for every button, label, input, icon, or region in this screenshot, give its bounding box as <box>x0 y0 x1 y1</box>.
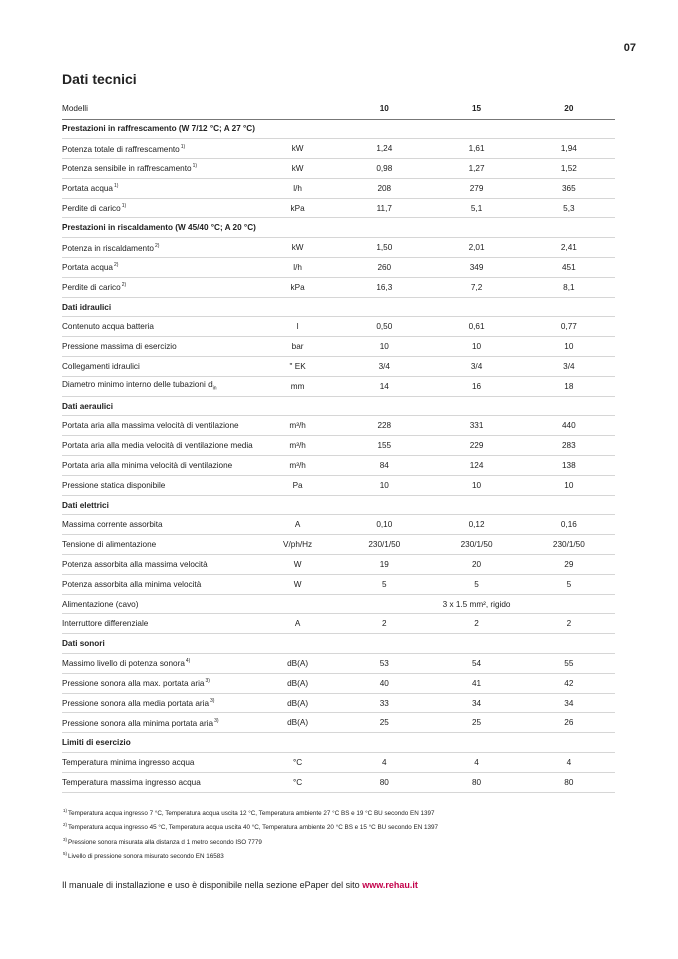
row-value-model-15: 279 <box>469 183 484 193</box>
row-label-text: Massima corrente assorbita <box>62 520 163 530</box>
row-value-model-10: 84 <box>379 460 389 470</box>
row-value-model-20: 5,3 <box>563 203 575 213</box>
table-row <box>62 674 615 694</box>
model-15-header: 15 <box>472 104 482 114</box>
row-value-model-10: 4 <box>382 757 387 767</box>
footnote-ref: 3) <box>210 698 215 704</box>
row-unit: dB(A) <box>287 718 309 728</box>
row-unit: m³/h <box>289 421 306 431</box>
footnote-ref: 2) <box>154 242 160 249</box>
row-unit: m³/h <box>289 460 306 470</box>
footnote-ref: 2) <box>121 282 127 289</box>
row-value-model-10: 33 <box>379 698 389 708</box>
row-label-text: Portata aria alla minima velocità di ventilazione <box>62 460 233 470</box>
table-row <box>62 337 615 357</box>
row-label-text: Portata aria alla massima velocità di ventilazione <box>62 421 239 431</box>
row-label-text: Temperatura massima ingresso acqua <box>62 777 201 787</box>
row-label-text: Interruttore differenziale <box>62 619 149 629</box>
row-unit: l/h <box>293 262 302 272</box>
row-unit: kPa <box>290 282 305 292</box>
row-value-model-15: 10 <box>472 480 482 490</box>
table-row <box>62 199 615 219</box>
row-value-model-10: 0,10 <box>376 520 393 530</box>
row-label-text: Portata acqua <box>62 184 113 194</box>
row-unit: " EK <box>289 361 306 371</box>
footnote-ref: 1) <box>180 143 186 150</box>
row-value-model-20: 8,1 <box>563 282 575 292</box>
table-row <box>62 278 615 298</box>
row-label <box>62 441 273 450</box>
row-label <box>62 144 273 154</box>
row-label <box>62 322 273 331</box>
table-row <box>62 317 615 337</box>
table-row <box>62 179 615 199</box>
table-row <box>62 773 615 793</box>
footnote-ref: 3) <box>214 717 219 724</box>
row-value-model-20: 1,94 <box>560 144 577 154</box>
section-heading: Dati aeraulici <box>62 401 113 411</box>
row-value-model-10: 5 <box>382 579 387 589</box>
row-unit: m³/h <box>289 441 306 451</box>
row-value-model-20: 138 <box>562 460 576 470</box>
row-value-model-15: 20 <box>472 559 482 569</box>
row-unit: A <box>294 520 301 530</box>
row-value-model-20: 0,77 <box>560 322 577 332</box>
row-label <box>62 163 273 173</box>
row-value-model-20: 80 <box>564 777 574 787</box>
row-label-text: Potenza sensibile in raffrescamento <box>62 164 192 174</box>
row-label-text: Massimo livello di potenza sonora <box>62 659 185 669</box>
row-unit: dB(A) <box>287 698 309 708</box>
row-value-model-15: 331 <box>469 421 484 431</box>
section-heading-row <box>62 634 615 654</box>
row-label-text: Pressione sonora alla minima portata aria <box>62 718 214 728</box>
row-label <box>62 461 273 470</box>
row-value-model-15: 0,61 <box>468 322 485 332</box>
row-value-model-15: 349 <box>469 262 484 272</box>
row-value-model-10: 16,3 <box>376 282 393 292</box>
row-value-model-15: 34 <box>472 698 482 708</box>
row-value-model-15: 4 <box>474 757 479 767</box>
row-value-model-15: 0,12 <box>468 520 485 530</box>
row-value-model-20: 10 <box>564 342 574 352</box>
section-heading-row <box>62 120 615 140</box>
row-unit: W <box>293 559 302 569</box>
table-row <box>62 159 615 179</box>
row-label <box>62 243 273 253</box>
row-label-text: Pressione massima di esercizio <box>62 342 177 352</box>
footnote-ref: 1) <box>192 163 198 170</box>
row-label-text: Pressione sonora alla media portata aria <box>62 699 210 708</box>
row-label-text: Potenza assorbita alla massima velocità <box>62 559 208 569</box>
row-value-model-10: 40 <box>379 678 389 688</box>
row-label-text: Potenza in riscaldamento <box>62 243 154 253</box>
model-20-header: 20 <box>564 104 574 114</box>
row-label-text: Pressione sonora alla max. portata aria <box>62 679 205 689</box>
footnotes <box>62 805 438 863</box>
row-value-model-20: 230/1/50 <box>552 540 585 550</box>
footnote-text: Livello di pressione sonora misurato secondo EN 16583 <box>68 853 224 861</box>
row-label <box>62 520 273 529</box>
footnote-text: Temperatura acqua ingresso 7 °C, Temperatura acqua uscita 12 °C, Temperatura ambiente 27 °C BS e 19 °C BU secondo EN 1397 <box>68 810 435 817</box>
row-unit: l <box>296 322 299 332</box>
row-label <box>62 183 273 193</box>
row-label <box>62 380 273 392</box>
row-label-text: Alimentazione (cavo) <box>62 599 139 609</box>
row-unit: kW <box>291 163 304 173</box>
footnote-mark: 2) <box>63 822 68 828</box>
row-unit: dB(A) <box>287 678 309 688</box>
subscript: in <box>212 386 217 393</box>
row-value-model-10: 53 <box>379 658 389 668</box>
row-label-text: Portata aria alla media velocità di ventilazione media <box>62 441 253 451</box>
row-label <box>62 282 273 292</box>
table-row <box>62 436 615 456</box>
row-value-model-10: 208 <box>377 183 392 193</box>
row-value-model-15: 41 <box>472 678 482 688</box>
row-unit: dB(A) <box>287 658 309 668</box>
footer-note <box>62 880 418 890</box>
row-value-model-10: 11,7 <box>376 203 392 213</box>
table-row <box>62 614 615 634</box>
row-value-model-10: 155 <box>377 441 392 451</box>
footnote-ref: 3) <box>205 678 210 685</box>
table-row <box>62 238 615 258</box>
row-value-model-15: 16 <box>472 381 482 391</box>
row-unit: kW <box>291 243 304 253</box>
row-value-model-15: 10 <box>472 342 482 352</box>
row-label <box>62 698 273 708</box>
row-label-text: Perdite di carico <box>62 204 121 214</box>
row-label <box>62 481 273 490</box>
table-header-row <box>62 99 615 120</box>
footer-text: Il manuale di installazione e uso è disponibile nella sezione ePaper del sito <box>62 880 363 890</box>
row-value-merged: 3 x 1.5 mm², rigido <box>442 599 511 609</box>
row-value-model-10: 10 <box>379 342 389 352</box>
row-unit: °C <box>293 757 303 767</box>
row-value-model-15: 7,2 <box>470 282 483 292</box>
row-label <box>62 362 273 371</box>
section-heading: Prestazioni in raffrescamento (W 7/12 °C; A 27 °C) <box>62 124 255 134</box>
row-value-model-15: 229 <box>469 441 484 451</box>
row-value-model-15: 80 <box>472 777 482 787</box>
row-value-model-10: 260 <box>377 262 392 272</box>
rehau-link[interactable]: www.rehau.it <box>362 880 418 890</box>
row-value-model-10: 228 <box>377 421 392 431</box>
section-heading: Dati sonori <box>62 639 105 649</box>
row-value-model-15: 3/4 <box>470 361 483 371</box>
row-label <box>62 342 273 351</box>
row-label-text: Perdite di carico <box>62 283 121 293</box>
table-row <box>62 595 615 615</box>
row-value-model-15: 2 <box>474 619 479 629</box>
row-value-model-15: 5,1 <box>470 203 483 213</box>
footnote <box>62 805 438 819</box>
row-value-model-20: 451 <box>562 262 576 272</box>
row-value-model-10: 1,50 <box>376 243 393 253</box>
row-value-model-20: 29 <box>564 559 574 569</box>
section-heading-row <box>62 397 615 417</box>
row-value-model-20: 5 <box>566 579 572 589</box>
row-label-text: Diametro minimo interno delle tubazioni d <box>62 380 213 390</box>
table-row <box>62 535 615 555</box>
table-row <box>62 476 615 496</box>
row-label-text: Collegamenti idraulici <box>62 361 140 371</box>
row-label <box>62 718 273 728</box>
table-row <box>62 416 615 436</box>
row-value-model-15: 54 <box>472 658 482 668</box>
row-label <box>62 658 273 668</box>
table-row <box>62 713 615 733</box>
row-label-text: Potenza assorbita alla minima velocità <box>62 579 202 589</box>
row-value-model-20: 440 <box>562 421 576 431</box>
row-value-model-20: 4 <box>566 757 572 767</box>
row-label-text: Temperatura minima ingresso acqua <box>62 757 195 767</box>
row-unit: W <box>293 579 302 589</box>
row-label <box>62 600 273 609</box>
row-value-model-15: 124 <box>469 460 484 470</box>
row-value-model-10: 2 <box>382 619 387 629</box>
table-row <box>62 139 615 159</box>
model-10-header: 10 <box>379 104 389 114</box>
row-label-text: Portata acqua <box>62 263 113 273</box>
row-unit: bar <box>291 342 304 352</box>
row-value-model-15: 25 <box>472 718 482 728</box>
row-label <box>62 580 273 589</box>
row-value-model-10: 25 <box>379 718 389 728</box>
row-value-model-10: 230/1/50 <box>368 540 401 550</box>
row-label <box>62 540 273 549</box>
row-value-model-20: 34 <box>564 698 574 708</box>
row-unit: mm <box>290 381 305 391</box>
row-value-model-20: 2 <box>566 619 572 629</box>
row-value-model-15: 5 <box>474 579 479 589</box>
table-body <box>62 120 615 793</box>
row-value-model-20: 283 <box>562 441 576 451</box>
section-heading: Prestazioni in riscaldamento (W 45/40 °C; A 20 °C) <box>62 223 256 233</box>
table-row <box>62 753 615 773</box>
row-unit: kPa <box>290 203 305 213</box>
row-label <box>62 421 273 430</box>
row-value-model-20: 55 <box>564 658 574 668</box>
row-value-model-20: 2,41 <box>560 243 577 253</box>
footnote <box>62 834 438 848</box>
row-unit: °C <box>293 777 303 787</box>
page-number: 07 <box>623 42 636 54</box>
row-value-model-20: 3/4 <box>563 361 575 371</box>
section-heading: Limiti di esercizio <box>62 738 131 748</box>
table-row <box>62 377 615 397</box>
section-heading-row <box>62 298 615 318</box>
row-value-model-15: 2,01 <box>468 243 485 253</box>
section-heading-row <box>62 733 615 753</box>
row-value-model-10: 80 <box>379 777 389 787</box>
table-row <box>62 456 615 476</box>
row-value-model-20: 18 <box>564 381 574 391</box>
row-label <box>62 758 273 767</box>
footnote-mark: 1) <box>63 808 68 813</box>
row-value-model-10: 0,50 <box>376 322 393 332</box>
row-label-text: Potenza totale di raffrescamento <box>62 144 180 154</box>
row-label-text: Pressione statica disponibile <box>62 480 166 490</box>
footnote-text: Temperatura acqua ingresso 45 °C, Temperatura acqua uscita 40 °C, Temperatura ambiente 20 °C BS e 15 °C BU secondo EN 1397 <box>68 824 439 832</box>
section-heading-row <box>62 218 615 238</box>
page-title: Dati tecnici <box>62 71 137 87</box>
section-heading-row <box>62 496 615 516</box>
row-label-text: Tensione di alimentazione <box>62 540 157 550</box>
table-row <box>62 258 615 278</box>
row-value-model-20: 0,16 <box>560 520 577 530</box>
row-value-model-10: 1,24 <box>376 144 393 154</box>
section-heading: Dati elettrici <box>62 500 109 510</box>
footnote-ref: 2) <box>113 262 119 269</box>
footnote <box>62 848 438 862</box>
row-unit: Pa <box>292 480 303 490</box>
row-value-model-20: 1,52 <box>560 163 577 173</box>
row-value-model-20: 42 <box>564 678 574 688</box>
footnote-mark: 3) <box>63 836 68 842</box>
row-label <box>62 560 273 569</box>
footnote-mark: 5) <box>63 851 68 857</box>
row-label-text: Contenuto acqua batteria <box>62 322 154 332</box>
table-row <box>62 694 615 714</box>
row-value-model-10: 19 <box>379 559 389 569</box>
footnote-text: Pressione sonora misurata alla distanza d 1 metro secondo ISO 7779 <box>68 838 262 846</box>
table-row <box>62 575 615 595</box>
row-value-model-20: 26 <box>564 718 574 728</box>
row-label <box>62 619 273 628</box>
row-value-model-20: 365 <box>562 183 576 193</box>
table-row <box>62 357 615 377</box>
row-unit: kW <box>291 144 304 154</box>
section-heading: Dati idraulici <box>62 302 112 312</box>
row-label <box>62 203 273 213</box>
footnote-ref: 1) <box>121 203 127 210</box>
row-label <box>62 778 273 787</box>
footnote <box>62 819 438 833</box>
models-label: Modelli <box>62 104 88 114</box>
footnote-ref: 1) <box>113 183 119 190</box>
table-row <box>62 654 615 674</box>
technical-data-table <box>62 99 615 793</box>
row-label <box>62 678 273 688</box>
table-row <box>62 555 615 575</box>
row-value-model-20: 10 <box>564 480 574 490</box>
row-value-model-15: 230/1/50 <box>460 540 493 550</box>
row-value-model-10: 14 <box>379 381 389 391</box>
footnote-ref: 4) <box>185 658 191 665</box>
row-label <box>62 262 273 272</box>
row-unit: l/h <box>293 183 302 193</box>
row-unit: V/ph/Hz <box>283 540 313 550</box>
row-value-model-15: 1,27 <box>468 163 485 173</box>
row-value-model-10: 10 <box>379 480 389 490</box>
row-unit: A <box>294 619 301 629</box>
table-row <box>62 515 615 535</box>
row-value-model-10: 0,98 <box>376 163 393 173</box>
row-value-model-15: 1,61 <box>468 144 485 154</box>
row-value-model-10: 3/4 <box>378 361 390 371</box>
